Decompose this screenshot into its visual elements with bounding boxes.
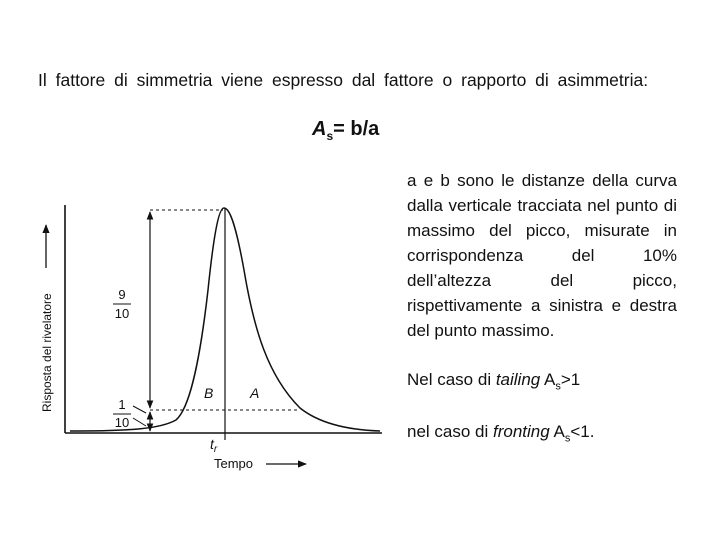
tailing-subscript: s: [555, 380, 561, 393]
label-b: B: [204, 385, 214, 401]
fraction-high-denominator: 10: [114, 306, 130, 321]
label-a: A: [250, 385, 260, 401]
x-axis-label: Tempo: [214, 456, 254, 471]
intro-text: Il fattore di simmetria viene espresso dal fattore o rapporto di asimmetria:: [38, 70, 649, 90]
fraction-low-denominator: 10: [114, 415, 130, 430]
formula-subscript: s: [326, 129, 334, 143]
tailing-term: tailing: [495, 370, 541, 389]
fronting-term: fronting: [493, 422, 550, 441]
formula-rhs: = b/a: [333, 118, 380, 140]
fraction-low-numerator: 1: [118, 397, 126, 412]
fraction-low-pointer-bottom: [133, 418, 146, 426]
formula-symbol: A: [312, 118, 327, 140]
retention-time-subscript: r: [213, 444, 218, 455]
fraction-high-numerator: 9: [118, 287, 126, 302]
fronting-symbol: A: [549, 422, 565, 441]
fronting-prefix: nel caso di: [407, 422, 493, 441]
fronting-subscript: s: [564, 432, 571, 445]
tailing-symbol: A: [540, 370, 556, 389]
retention-time-label: [210, 436, 218, 455]
tailing-prefix: Nel caso di: [407, 370, 496, 389]
tailing-relation: >1: [560, 370, 581, 389]
retention-time-symbol: t: [210, 436, 214, 452]
y-axis-label: Risposta del rivelatore: [40, 293, 54, 412]
distance-description: a e b sono le distanze della curva dalla verticale tracciata nel punto di massimo del picco, misurate in corrispondenza del 10% dell’altezza del picco, rispettivamente a sinistra e destra del punto massimo.: [407, 171, 677, 340]
fraction-low-pointer-top: [133, 406, 146, 413]
fronting-relation: <1.: [570, 422, 595, 441]
